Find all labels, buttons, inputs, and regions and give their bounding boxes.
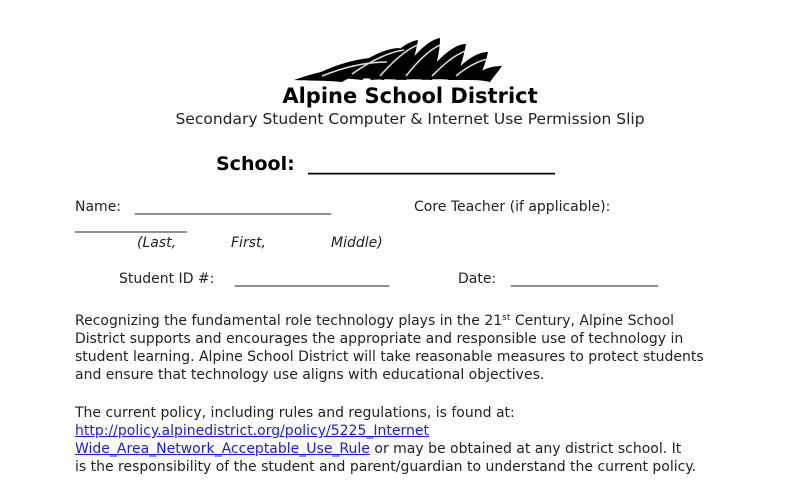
teacher-blank[interactable]: ________________ xyxy=(75,217,187,233)
policy-line-2 xyxy=(75,422,755,440)
intro-line-1: Recognizing the fundamental role technology plays in the 21st Century, Alpine School xyxy=(75,313,675,329)
date-label: Date: xyxy=(458,271,497,287)
intro-paragraph xyxy=(75,312,755,384)
policy-line-4: is the responsibility of the student and parent/guardian to understand the current policy. xyxy=(75,459,697,475)
policy-link-part-2[interactable]: Wide_Area_Network_Acceptable_Use_Rule xyxy=(75,441,370,457)
hint-middle: Middle) xyxy=(331,235,383,251)
name-blank[interactable]: ____________________________ xyxy=(135,199,331,215)
form-title: Secondary Student Computer & Internet Use Permission Slip xyxy=(175,110,645,128)
policy-line-3: Wide_Area_Network_Acceptable_Use_Rule or may be obtained at any district school. It xyxy=(75,441,682,457)
district-name: Alpine School District xyxy=(282,84,538,108)
hint-last: (Last, xyxy=(137,235,177,251)
student-id-blank[interactable]: ______________________ xyxy=(235,271,389,287)
student-id-label: Student ID #: xyxy=(119,271,215,287)
school-blank[interactable]: __________________________ xyxy=(307,153,555,175)
school-field xyxy=(216,153,555,175)
name-label: Name: xyxy=(75,199,122,215)
hint-first: First, xyxy=(231,235,266,251)
policy-line-1: The current policy, including rules and regulations, is found at: xyxy=(75,405,515,421)
intro-line-3: student learning. Alpine School District will take reasonable measures to protect students xyxy=(75,349,704,365)
intro-line-2: District supports and encourages the appropriate and responsible use of technology in xyxy=(75,331,684,347)
policy-paragraph xyxy=(75,404,755,476)
mountain-brush-logo xyxy=(292,36,504,86)
date-blank[interactable]: _____________________ xyxy=(511,271,658,287)
teacher-label: Core Teacher (if applicable): xyxy=(414,199,611,215)
school-label: School: xyxy=(216,153,295,175)
intro-line-4: and ensure that technology use aligns with educational objectives. xyxy=(75,367,545,383)
policy-link-part-1[interactable]: http://policy.alpinedistrict.org/policy/5225_Internet xyxy=(75,423,429,439)
